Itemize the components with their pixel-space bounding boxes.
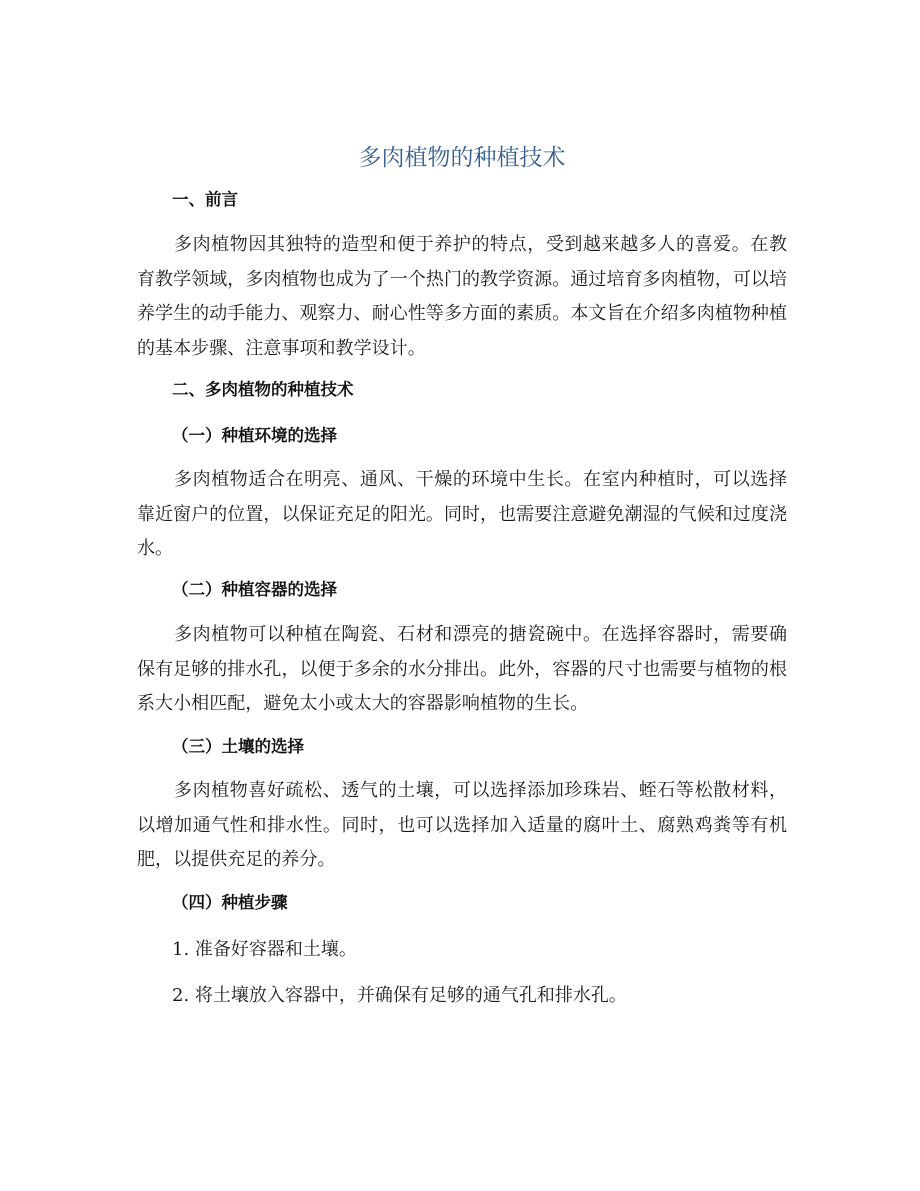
soil-paragraph: 多肉植物喜好疏松、透气的土壤，可以选择添加珍珠岩、蛭石等松散材料，以增加通气性和排水性。同时，也可以选择加入适量的腐叶土、腐熟鸡粪等有机肥，以提供充足的养分。 — [137, 780, 787, 870]
subsection-heading-container: （二）种植容器的选择 — [172, 580, 337, 599]
section-heading-techniques: 二、多肉植物的种植技术 — [172, 380, 354, 399]
section-heading-preface: 一、前言 — [172, 190, 238, 209]
subsection-heading-steps: （四）种植步骤 — [172, 893, 288, 912]
preface-paragraph: 多肉植物因其独特的造型和便于养护的特点，受到越来越多人的喜爱。在教育教学领域，多肉植物也成为了一个热门的教学资源。通过培育多肉植物，可以培养学生的动手能力、观察力、耐心性等多方面的素质。本文旨在介绍多肉植物种植的基本步骤、注意事项和教学设计。 — [137, 234, 787, 359]
environment-paragraph: 多肉植物适合在明亮、通风、干燥的环境中生长。在室内种植时，可以选择靠近窗户的位置，以保证充足的阳光。同时，也需要注意避免潮湿的气候和过度浇水。 — [137, 469, 787, 559]
step-item-2: 2. 将土壤放入容器中，并确保有足够的通气孔和排水孔。 — [172, 985, 627, 1006]
subsection-heading-environment: （一）种植环境的选择 — [172, 426, 337, 445]
subsection-heading-soil: （三）土壤的选择 — [172, 737, 304, 756]
document-title: 多肉植物的种植技术 — [358, 145, 566, 171]
step-item-1: 1. 准备好容器和土壤。 — [172, 939, 357, 960]
container-paragraph: 多肉植物可以种植在陶瓷、石材和漂亮的搪瓷碗中。在选择容器时，需要确保有足够的排水孔，以便于多余的水分排出。此外，容器的尺寸也需要与植物的根系大小相匹配，避免太小或太大的容器影响植物的生长。 — [137, 624, 787, 714]
